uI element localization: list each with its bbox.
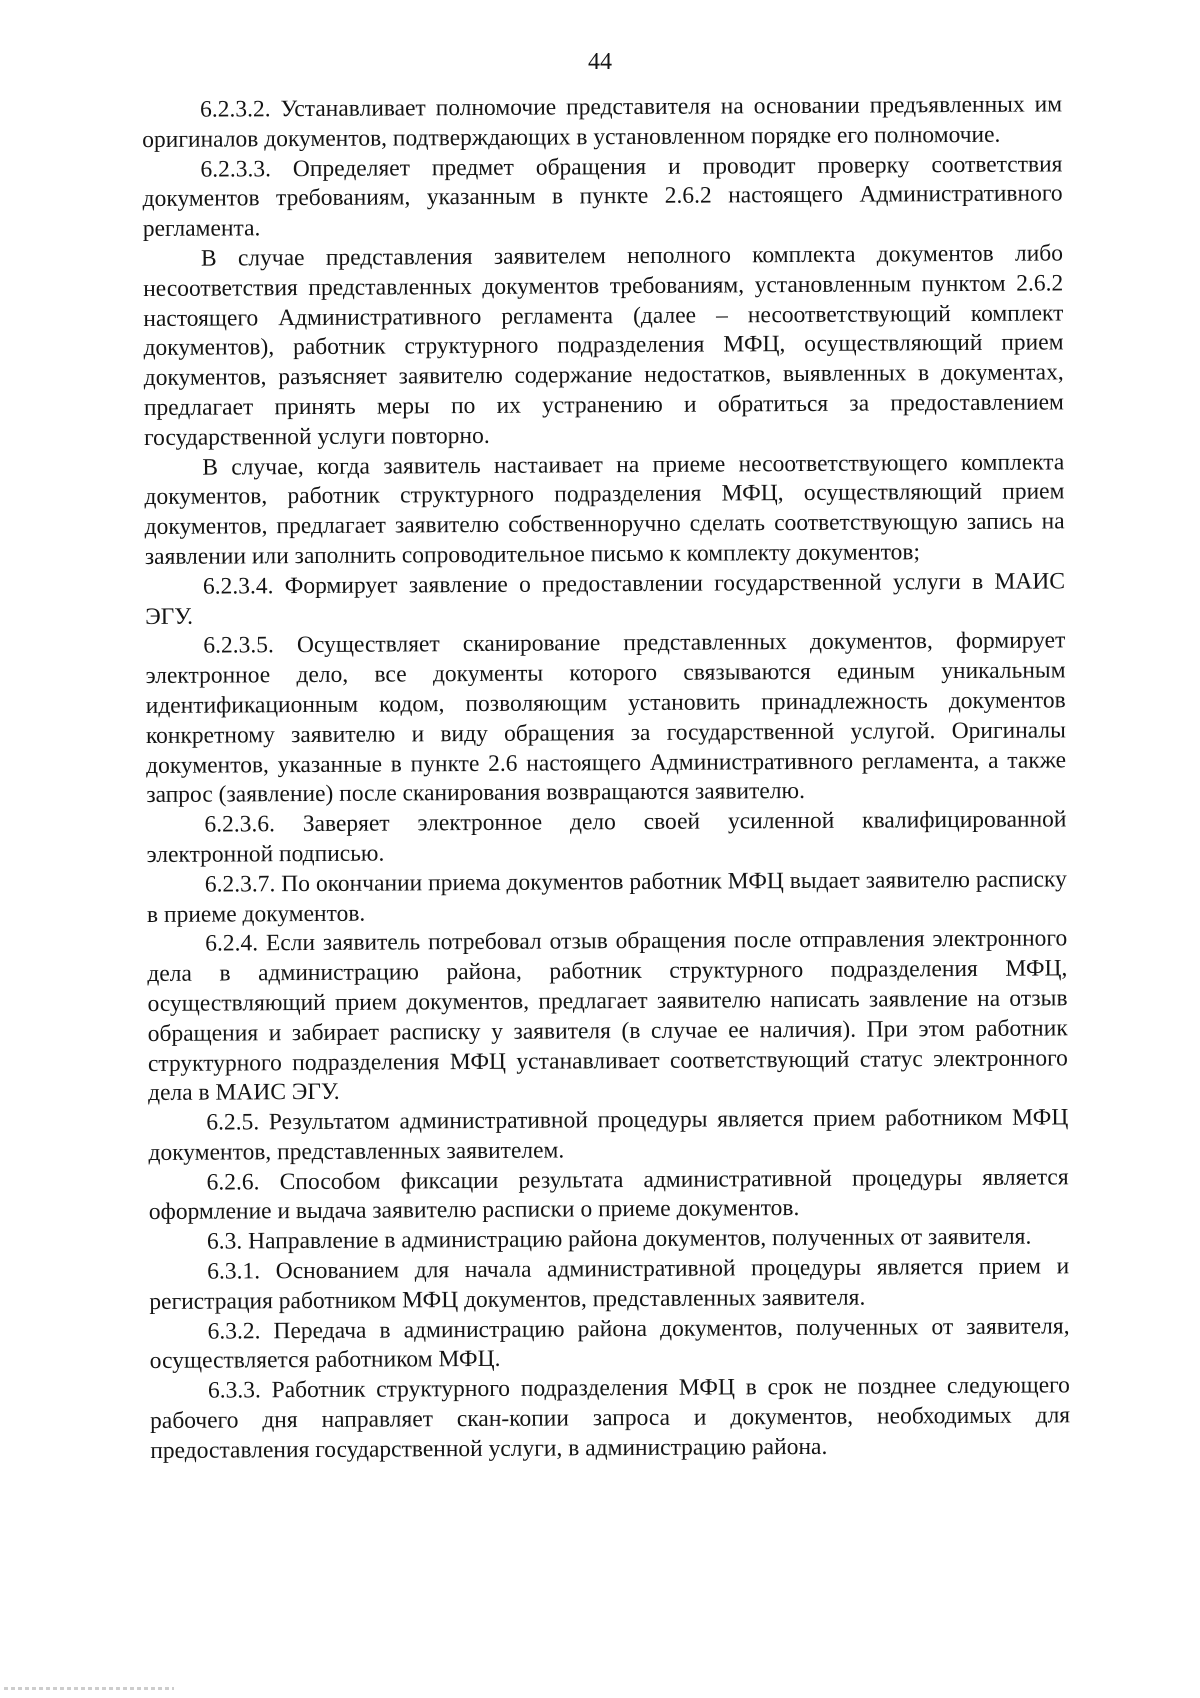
document-body: [142, 90, 1070, 1466]
page-number: 44: [588, 49, 612, 75]
paragraph-6-2-4: 6.2.4. Если заявитель потребовал отзыв обращения после отправления электронного дела в администрацию района, работник структурного подразделения МФЦ, осуществляющий прием документов, предлагает заявителю написать заявление на отзыв обращения и забирает расписку у заявителя (в случае ее наличия). При этом работник структурного подразделения МФЦ устанавливает соответствующий статус электронного дела в МАИС ЭГУ.: [147, 925, 1068, 1107]
paragraph-6-2-3-3: 6.2.3.3. Определяет предмет обращения и проводит проверку соответствия документов требованиям, указанным в пункте 2.6.2 настоящего Административного регламента.: [142, 150, 1063, 243]
paragraph-6-2-3-5: 6.2.3.5. Осуществляет сканирование представленных документов, формирует электронное дело, все документы которого связываются единым уникальным идентификационным кодом, позволяющим установить принадлежность документов конкретному заявителю и виду обращения за государственной услугой. Оригиналы документов, указанные в пункте 2.6 настоящего Административного регламента, а также запрос (заявление) после сканирования возвращаются заявителю.: [145, 627, 1067, 809]
paragraph-6-2-5: 6.2.5. Результатом административной процедуры является прием работником МФЦ документов, представленных заявителем.: [148, 1104, 1069, 1166]
paragraph-applicant-insists: В случае, когда заявитель настаивает на приеме несоответствующего комплекта документов, работник структурного подразделения МФЦ, осуществляющий прием документов, предлагает заявителю собственноручно сделать соответствующую запись на заявлении или заполнить сопроводительное письмо к комплекту документов;: [144, 448, 1065, 570]
paragraph-6-2-3-6: 6.2.3.6. Заверяет электронное дело своей усиленной квалифицированной электронной подписью.: [146, 806, 1067, 868]
paragraph-6-3-1: 6.3.1. Основанием для начала административной процедуры является прием и регистрация работником МФЦ документов, представленных заявителя.: [149, 1253, 1070, 1315]
paragraph-6-2-3-2: 6.2.3.2. Устанавливает полномочие представителя на основании предъявленных им оригиналов документов, подтверждающих в установленном порядке его полномочие.: [142, 91, 1063, 153]
paragraph-6-3: 6.3. Направление в администрацию района документов, полученных от заявителя.: [206, 1223, 1032, 1255]
paragraph-6-2-6: 6.2.6. Способом фиксации результата административной процедуры является оформление и выдача заявителю расписки о приеме документов.: [148, 1164, 1069, 1226]
scan-footer-mark: [4, 1687, 174, 1690]
paragraph-6-3-2: 6.3.2. Передача в администрацию района документов, полученных от заявителя, осуществляется работником МФЦ.: [149, 1313, 1070, 1375]
paragraph-incomplete-set: В случае представления заявителем неполного комплекта документов либо несоответствия представленных документов требованиям, установленным пунктом 2.6.2 настоящего Административного регламента (далее – несоответствующий комплект документов), работник структурного подразделения МФЦ, осуществляющий прием документов, разъясняет заявителю содержание недостатков, выявленных в документах, предлагает принять меры по их устранению и обратиться за предоставлением государственной услуги повторно.: [143, 240, 1064, 451]
paragraph-6-3-3: 6.3.3. Работник структурного подразделения МФЦ в срок не позднее следующего рабочего дня направляет скан-копии запроса и документов, необходимых для предоставления государственной услуги, в администрацию района.: [150, 1372, 1071, 1464]
paragraph-6-2-3-7: 6.2.3.7. По окончании приема документов работник МФЦ выдает заявителю расписку в приеме документов.: [146, 866, 1067, 928]
paragraph-6-2-3-4: 6.2.3.4. Формирует заявление о предоставлении государственной услуги в МАИС ЭГУ.: [145, 568, 1066, 630]
